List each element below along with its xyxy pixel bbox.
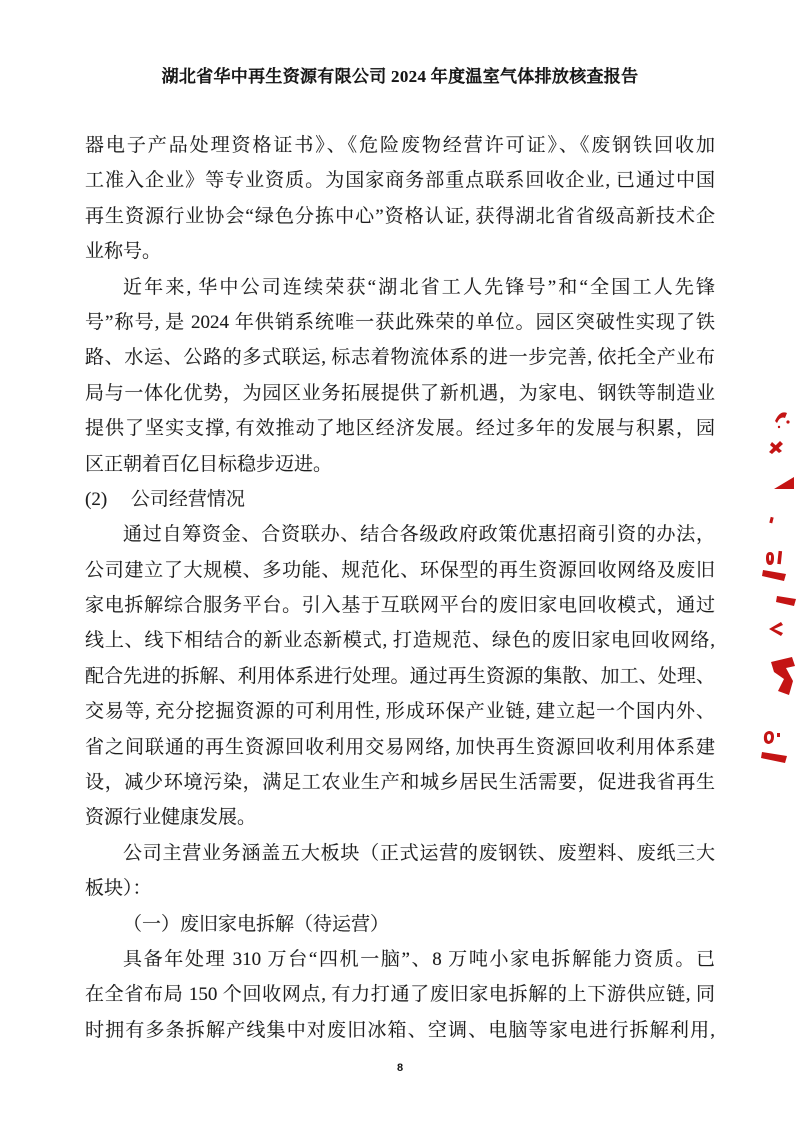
- text-line: 区正朝着百亿目标稳步迈进。: [85, 453, 333, 475]
- text-line: 业称号。: [85, 241, 162, 263]
- text-line: 省之间联通的再生资源回收利用交易网络, 加快再生资源回收利用体系建: [85, 736, 715, 758]
- red-seal-group: [761, 412, 796, 763]
- text-line: 再生资源行业协会“绿色分拣中心”资格认证, 获得湖北省省级高新技术企: [85, 205, 715, 227]
- document-body: [85, 128, 715, 1048]
- text-line: （一）废旧家电拆解（待运营）: [123, 913, 390, 935]
- text-line: 配合先进的拆解、利用体系进行处理。通过再生资源的集散、加工、处理、: [85, 665, 715, 687]
- page-header-title: 湖北省华中再生资源有限公司 2024 年度温室气体排放核查报告: [161, 67, 639, 86]
- text-line: 资源行业健康发展。: [85, 807, 257, 829]
- text-line: 交易等, 充分挖掘资源的可利用性, 形成环保产业链, 建立起一个国内外、: [85, 701, 715, 723]
- text-line: 路、水运、公路的多式联运, 标志着物流体系的进一步完善, 依托全产业布: [85, 347, 715, 369]
- text-line: 通过自筹资金、合资联办、结合各级政府政策优惠招商引资的办法，: [123, 524, 715, 546]
- text-line: 公司建立了大规模、多功能、规范化、环保型的再生资源回收网络及废旧: [85, 559, 715, 581]
- red-seal-fragments-icon: [750, 400, 800, 770]
- text-line: 器电子产品处理资格证书》、《危险废物经营许可证》、《废钢铁回收加: [85, 135, 715, 156]
- text-line: 提供了坚实支撑, 有效推动了地区经济发展。经过多年的发展与积累，园: [85, 418, 715, 440]
- text-line: 板块）：: [85, 878, 152, 900]
- text-line: 时拥有多条拆解产线集中对废旧冰箱、空调、电脑等家电进行拆解利用,: [85, 1019, 715, 1041]
- text-line: 设，减少环境污染，满足工农业生产和城乡居民生活需要，促进我省再生: [85, 772, 715, 794]
- text-line: 在全省布局 150 个回收网点, 有力打通了废旧家电拆解的上下游供应链, 同: [85, 984, 715, 1006]
- text-line: 家电拆解综合服务平台。引入基于互联网平台的废旧家电回收模式，通过: [85, 595, 715, 617]
- text-line: (2) 公司经营情况: [85, 488, 245, 510]
- text-line: 公司主营业务涵盖五大板块（正式运营的废钢铁、废塑料、废纸三大: [123, 842, 715, 864]
- text-line: 线上、线下相结合的新业态新模式, 打造规范、绿色的废旧家电回收网络,: [85, 630, 715, 652]
- text-line: 近年来, 华中公司连续荣获“湖北省工人先锋号”和“全国工人先锋: [123, 276, 715, 298]
- text-line: 工准入企业》等专业资质。为国家商务部重点联系回收企业, 已通过中国: [85, 170, 715, 192]
- text-line: 具备年处理 310 万台“四机一脑”、8 万吨小家电拆解能力资质。已: [123, 948, 715, 970]
- text-line: 局与一体化优势，为园区业务拓展提供了新机遇，为家电、钢铁等制造业: [85, 382, 715, 404]
- page-number: 8: [396, 1062, 404, 1074]
- text-line: 号”称号, 是 2024 年供销系统唯一获此殊荣的单位。园区突破性实现了铁: [85, 311, 715, 333]
